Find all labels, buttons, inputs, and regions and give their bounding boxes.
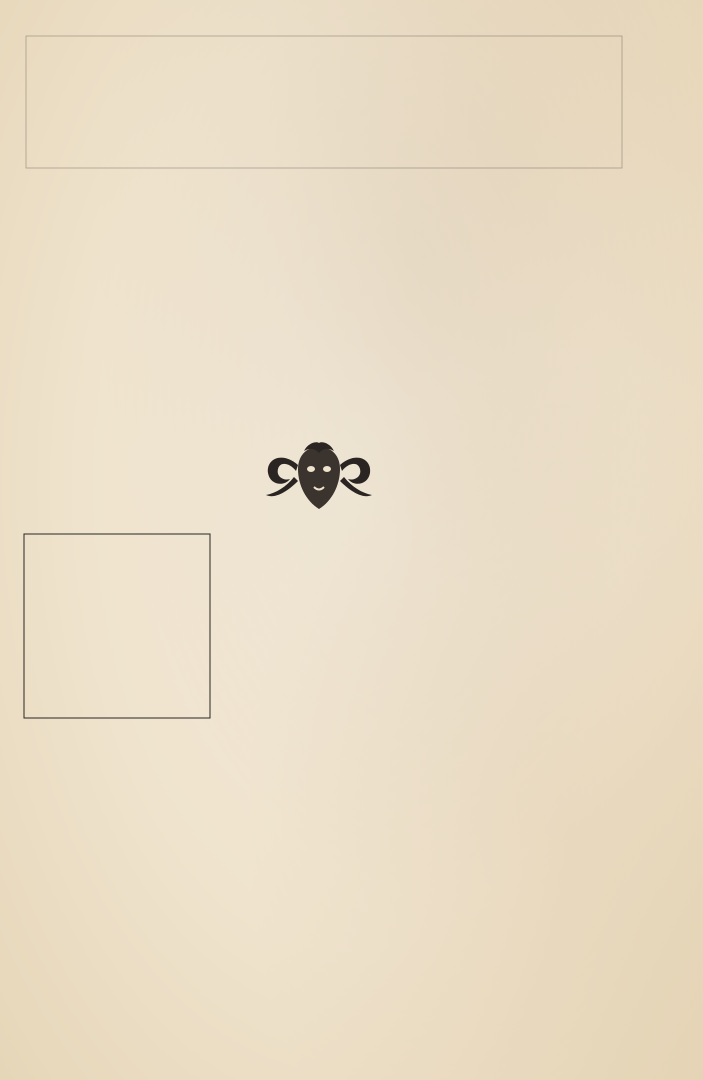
ornamental-header-band (22, 32, 626, 172)
decorative-initial-e (22, 532, 212, 720)
grotesque-mask-ornament (260, 441, 378, 515)
floral-initial-background (22, 532, 212, 720)
